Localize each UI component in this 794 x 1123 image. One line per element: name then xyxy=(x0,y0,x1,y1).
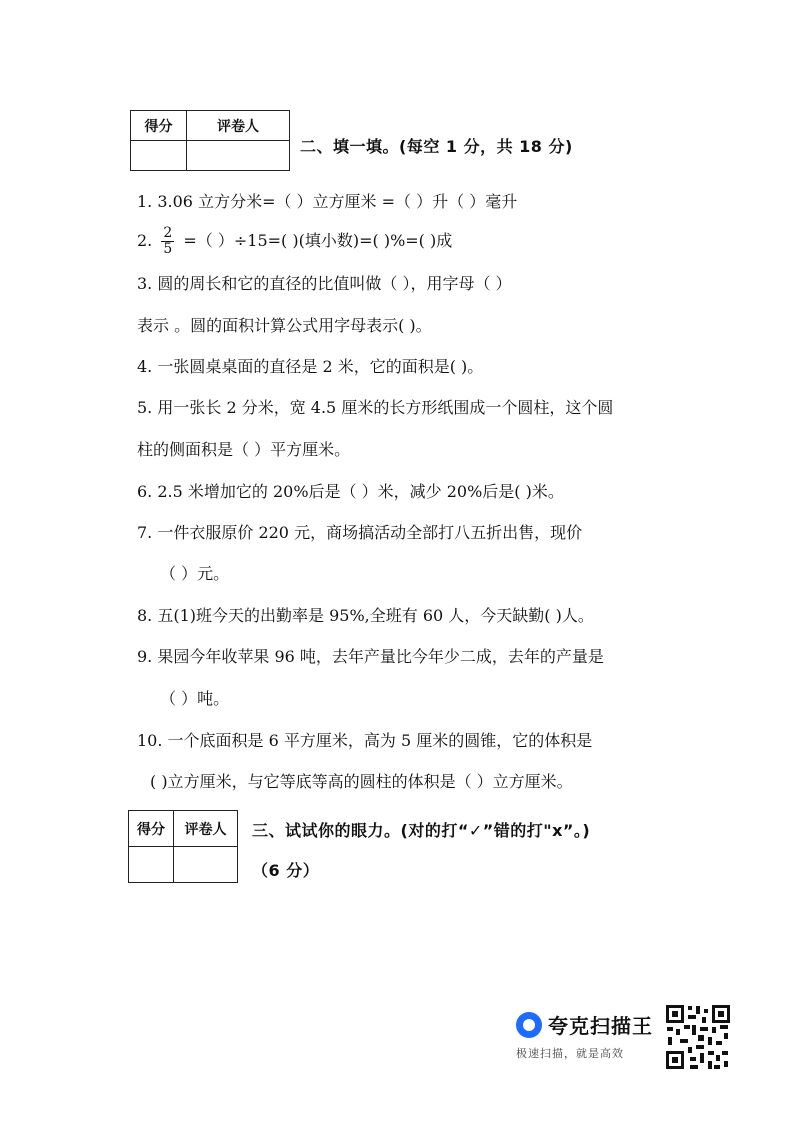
section3-score-table xyxy=(128,810,238,883)
brand-name: 夸克扫描王 xyxy=(548,1014,653,1038)
question-9-line-2: （ ）吨。 xyxy=(160,689,230,708)
section3-points: （6 分） xyxy=(252,861,320,880)
question-5-line-2: 柱的侧面积是（ ）平方厘米。 xyxy=(137,440,351,459)
question-1: 1. 3.06 立方分米=（ ）立方厘米 =（ ）升（ ）毫升 xyxy=(137,192,518,211)
grader-header: 评卷人 xyxy=(187,111,290,141)
grader-cell[interactable] xyxy=(174,847,238,883)
score-header: 得分 xyxy=(129,811,174,847)
question-6: 6. 2.5 米增加它的 20%后是（ ）米，减少 20%后是( )米。 xyxy=(137,482,564,501)
section3-title: 三、试试你的眼力。(对的打“✓”错的打"x”。) xyxy=(252,821,591,840)
question-4: 4. 一张圆桌桌面的直径是 2 米，它的面积是( )。 xyxy=(137,357,484,376)
question-2 xyxy=(137,224,452,258)
question-5-line-1: 5. 用一张长 2 分米，宽 4.5 厘米的长方形纸围成一个圆柱，这个圆 xyxy=(137,398,614,417)
fraction-numerator: 2 xyxy=(163,225,173,241)
question-8: 8. 五(1)班今天的出勤率是 95%,全班有 60 人，今天缺勤( )人。 xyxy=(137,606,594,625)
question-10-line-1: 10. 一个底面积是 6 平方厘米，高为 5 厘米的圆锥，它的体积是 xyxy=(137,731,593,750)
scanner-watermark xyxy=(516,1010,653,1061)
fraction xyxy=(161,226,174,257)
question-9-line-1: 9. 果园今年收苹果 96 吨，去年产量比今年少二成，去年的产量是 xyxy=(137,647,604,666)
question-10-line-2: ( )立方厘米，与它等底等高的圆柱的体积是（ ）立方厘米。 xyxy=(150,772,573,791)
score-header: 得分 xyxy=(131,111,187,141)
question-2-number: 2. xyxy=(137,231,153,250)
question-2-text: =（ ）÷15=( )(填小数)=( )%=( )成 xyxy=(183,231,453,250)
question-3-line-1: 3. 圆的周长和它的直径的比值叫做（ ），用字母（ ） xyxy=(137,274,512,293)
score-cell[interactable] xyxy=(131,141,187,171)
brand-slogan: 极速扫描，就是高效 xyxy=(516,1047,624,1060)
grader-cell[interactable] xyxy=(187,141,290,171)
grader-header: 评卷人 xyxy=(174,811,238,847)
quark-logo-icon xyxy=(516,1012,542,1038)
score-cell[interactable] xyxy=(129,847,174,883)
question-7-line-2: （ ）元。 xyxy=(160,564,230,583)
question-3-line-2: 表示 。圆的面积计算公式用字母表示( )。 xyxy=(137,316,432,335)
question-7-line-1: 7. 一件衣服原价 220 元，商场搞活动全部打八五折出售，现价 xyxy=(137,523,583,542)
fraction-denominator: 5 xyxy=(163,241,173,257)
section2-title: 二、填一填。(每空 1 分，共 18 分) xyxy=(300,137,573,156)
qr-code-icon xyxy=(664,1003,732,1071)
section2-score-table xyxy=(130,110,290,171)
